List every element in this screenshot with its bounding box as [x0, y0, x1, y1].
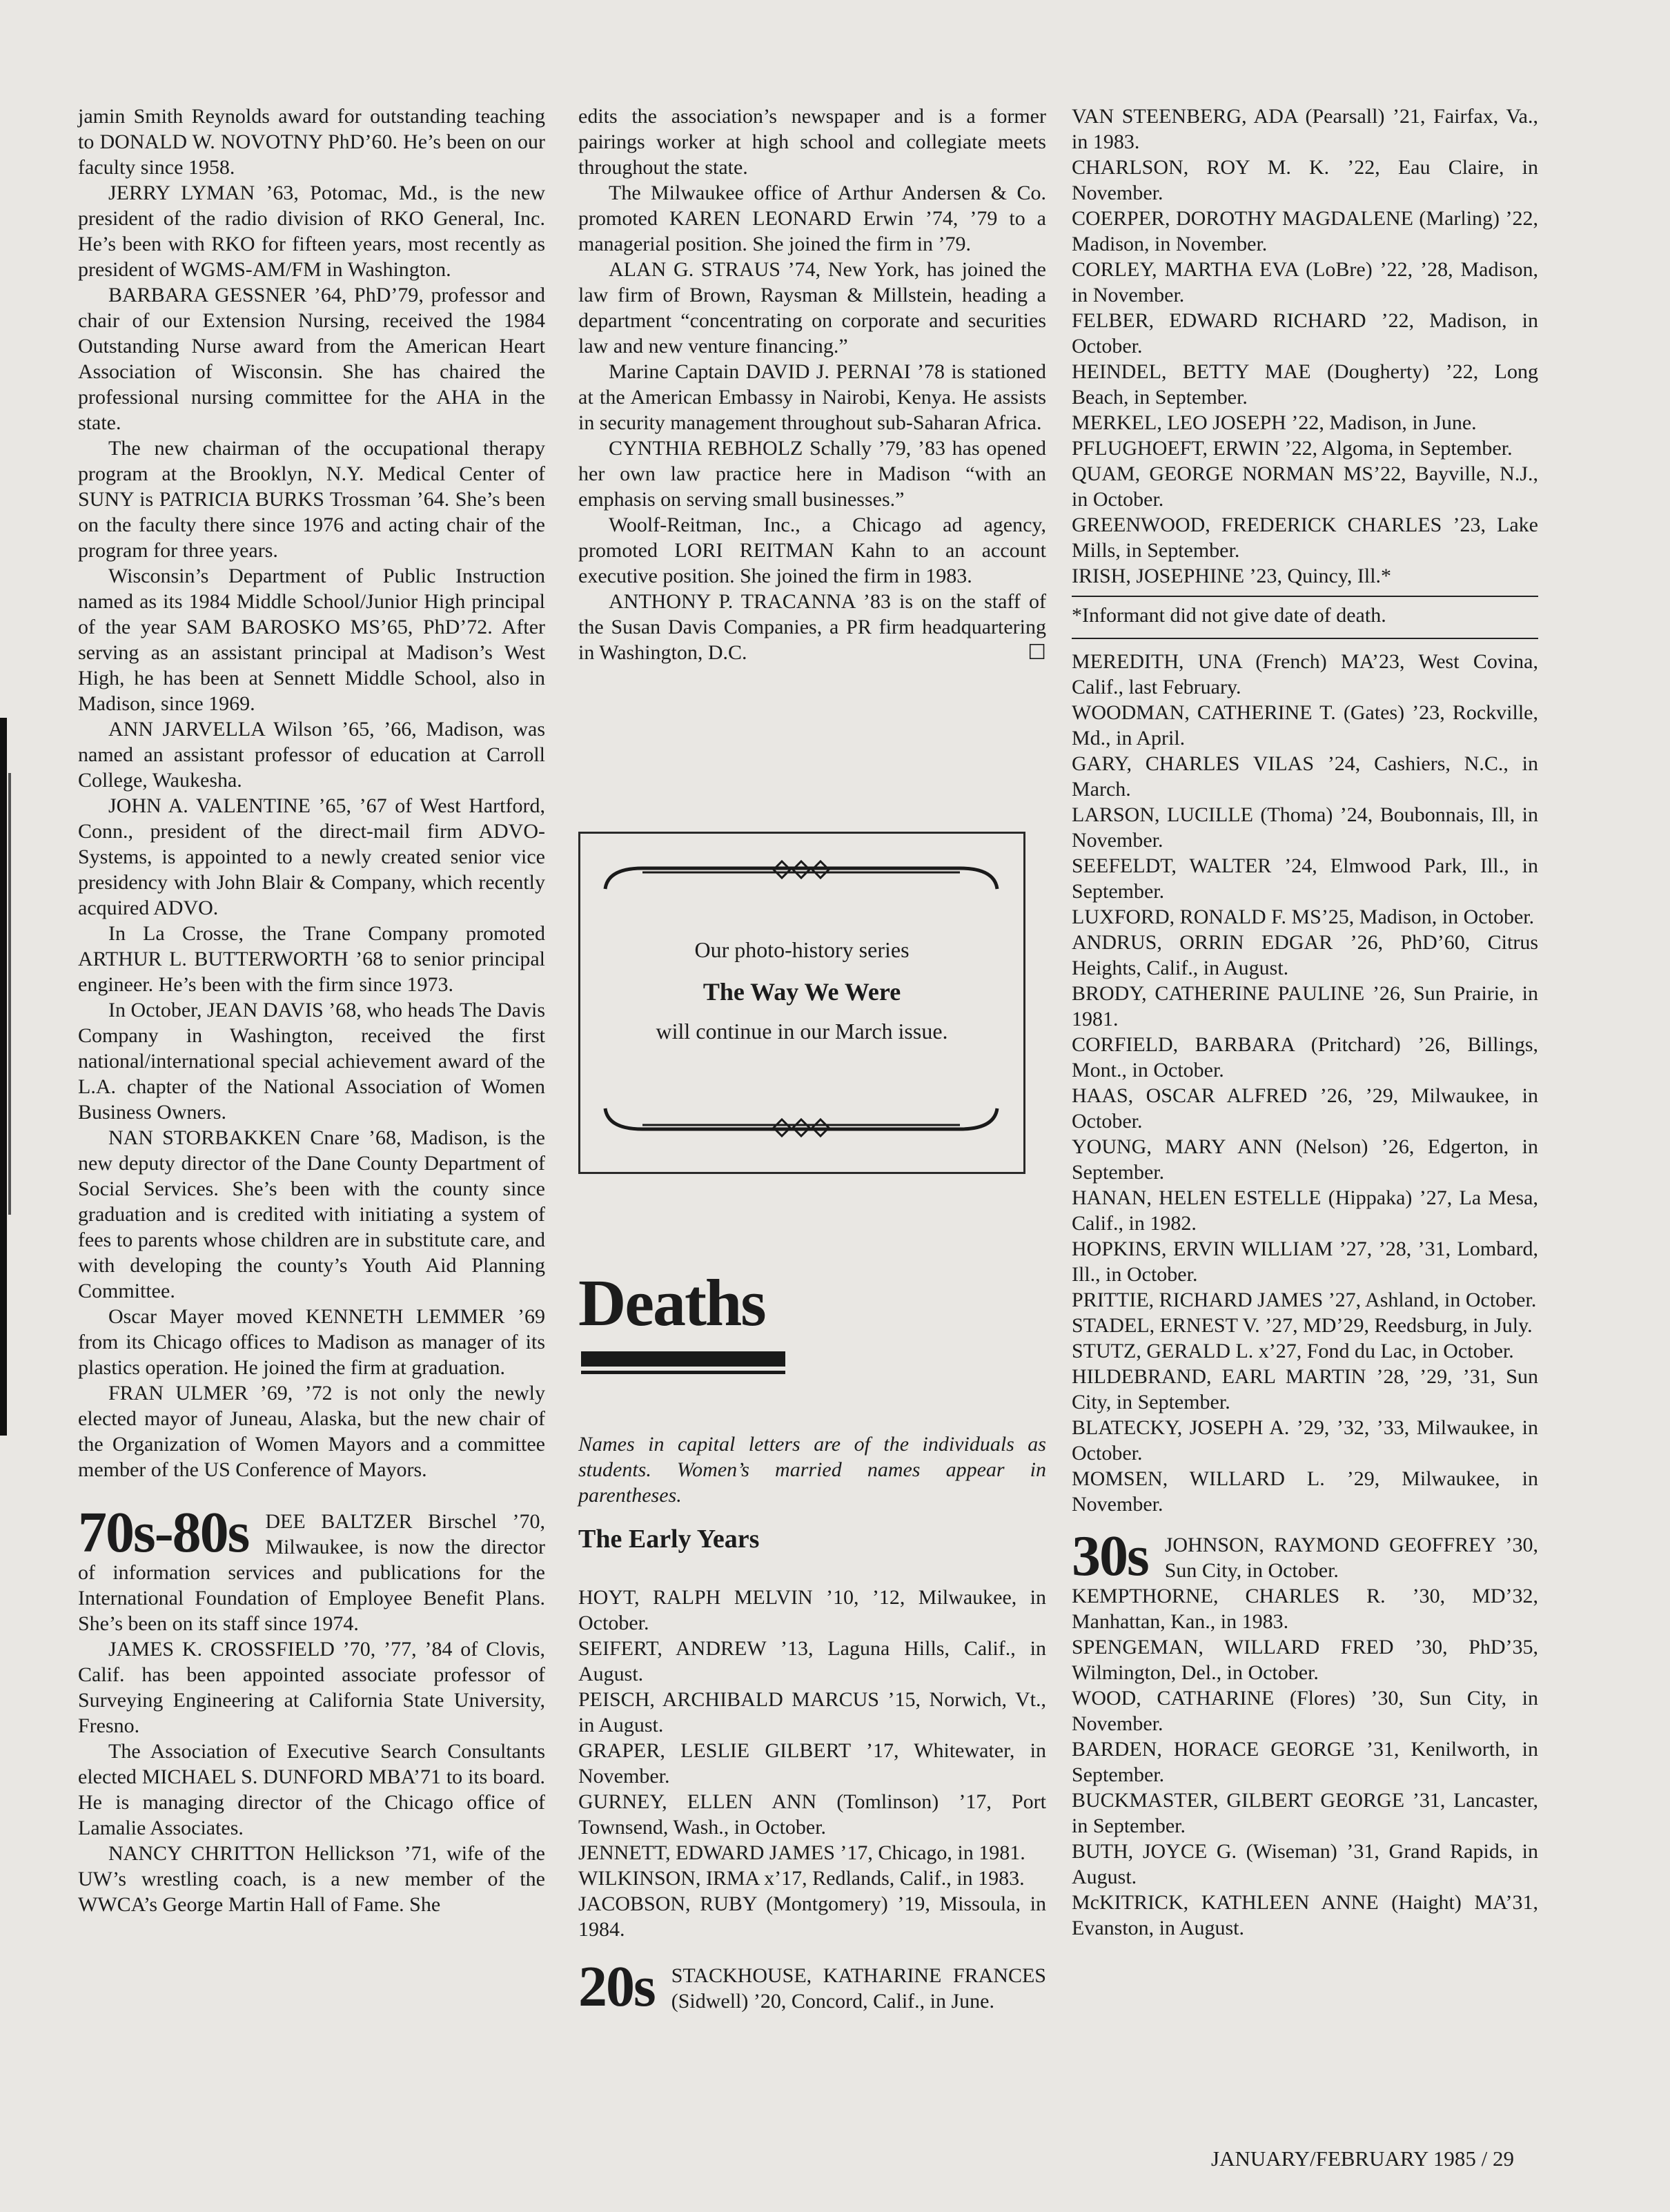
section-heading-70s-80s: 70s-80s — [78, 1500, 249, 1565]
paragraph: JOHN A. VALENTINE ’65, ’67 of West Hartford, Conn., president of the direct-mail firm ADVO-Systems, is appointed to a newly created senior vice presidency with John Blair & Company, which recently acquired ADVO. — [78, 794, 545, 919]
early-years-list — [578, 1585, 1046, 2019]
way-we-were-box — [578, 832, 1025, 1174]
list-item: YOUNG, MARY ANN (Nelson) ’26, Edgerton, in September. — [1072, 1135, 1538, 1184]
list-item: PRITTIE, RICHARD JAMES ’27, Ashland, in October. — [1072, 1289, 1537, 1311]
list-item: BLATECKY, JOSEPH A. ’29, ’32, ’33, Milwaukee, in October. — [1072, 1416, 1538, 1465]
list-item: WILKINSON, IRMA x’17, Redlands, Calif., in 1983. — [578, 1867, 1025, 1890]
column-3 — [1072, 104, 1538, 1941]
deaths-intro: Names in capital letters are of the individuals as students. Women’s married names appear in parentheses. — [578, 1433, 1046, 1507]
list-item: HEINDEL, BETTY MAE (Dougherty) ’22, Long Beach, in September. — [1072, 360, 1538, 409]
list-item: COERPER, DOROTHY MAGDALENE (Marling) ’22, Madison, in November. — [1072, 207, 1538, 255]
list-item: CORLEY, MARTHA EVA (LoBre) ’22, ’28, Madison, in November. — [1072, 258, 1538, 306]
box-title: The Way We Were — [703, 978, 901, 1006]
paragraph: jamin Smith Reynolds award for outstanding teaching to DONALD W. NOVOTNY PhD’60. He’s been on our faculty since 1958. — [78, 105, 545, 179]
box-line-1: Our photo-history series — [694, 937, 910, 962]
paragraph: In La Crosse, the Trane Company promoted ARTHUR L. BUTTERWORTH ’68 to senior principal engineer. He’s been with the firm since 1973. — [78, 922, 545, 996]
paragraph: BARBARA GESSNER ’64, PhD’79, professor and chair of our Extension Nursing, received the 1984 Outstanding Nurse award from the American Heart Association of Wisconsin. She has chaired the professional nursing committee for the AHA in the state. — [78, 284, 545, 434]
list-item: MEREDITH, UNA (French) MA’23, West Covina, Calif., last February. — [1072, 650, 1538, 698]
end-mark-icon: ☐ — [1028, 640, 1046, 665]
list-item: STADEL, ERNEST V. ’27, MD’29, Reedsburg, in July. — [1072, 1314, 1533, 1337]
paragraph: edits the association’s newspaper and is a former pairings worker at high school and collegiate meets throughout the state. — [578, 105, 1046, 179]
list-item: HAAS, OSCAR ALFRED ’26, ’29, Milwaukee, in October. — [1072, 1084, 1538, 1133]
list-item: MOMSEN, WILLARD L. ’29, Milwaukee, in November. — [1072, 1467, 1538, 1516]
paragraph: The new chairman of the occupational therapy program at the Brooklyn, N.Y. Medical Center of SUNY is PATRICIA BURKS Trossman ’64. She’s been on the faculty there since 1976 and acting chair of the program for three years. — [78, 437, 545, 562]
divider — [1072, 638, 1538, 639]
list-item: GARY, CHARLES VILAS ’24, Cashiers, N.C., in March. — [1072, 752, 1538, 801]
column-2 — [578, 104, 1046, 665]
list-item: QUAM, GEORGE NORMAN MS’22, Bayville, N.J., in October. — [1072, 462, 1538, 511]
list-item: HANAN, HELEN ESTELLE (Hippaka) ’27, La Mesa, Calif., in 1982. — [1072, 1186, 1538, 1235]
list-item: LARSON, LUCILLE (Thoma) ’24, Boubonnais, Ill, in November. — [1072, 803, 1538, 852]
list-item: VAN STEENBERG, ADA (Pearsall) ’21, Fairfax, Va., in 1983. — [1072, 105, 1538, 153]
list-item: MERKEL, LEO JOSEPH ’22, Madison, in June. — [1072, 411, 1477, 434]
paragraph: ALAN G. STRAUS ’74, New York, has joined the law firm of Brown, Raysman & Millstein, heading a department “concentrating on corporate and securities law and new venture financing.” — [578, 258, 1046, 358]
list-item: JACOBSON, RUBY (Montgomery) ’19, Missoula, in 1984. — [578, 1892, 1046, 1941]
heading-rule — [581, 1351, 785, 1367]
ornament-bottom-icon — [601, 1103, 1001, 1144]
paragraph: Wisconsin’s Department of Public Instruction named as its 1984 Middle School/Junior High principal of the year SAM BAROSKO MS’65, PhD’72. After serving as an assistant principal at Madison’s West High, he has been at Sennett Middle School, also in Madison, since 1969. — [78, 565, 545, 715]
list-item: WOODMAN, CATHERINE T. (Gates) ’23, Rockville, Md., in April. — [1072, 701, 1538, 750]
early-years-heading: The Early Years — [578, 1525, 760, 1554]
paragraph: NANCY CHRITTON Hellickson ’71, wife of the UW’s wrestling coach, is a new member of the WWCA’s George Martin Hall of Fame. She — [78, 1842, 545, 1916]
paragraph: Oscar Mayer moved KENNETH LEMMER ’69 from its Chicago offices to Madison as manager of its plastics operation. He joined the firm at graduation. — [78, 1305, 545, 1379]
list-item: KEMPTHORNE, CHARLES R. ’30, MD’32, Manhattan, Kan., in 1983. — [1072, 1585, 1538, 1633]
paragraph: The Milwaukee office of Arthur Andersen & Co. promoted KAREN LEONARD Erwin ’74, ’79 to a managerial position. She joined the firm in ’79. — [578, 182, 1046, 255]
edge-mark — [8, 773, 11, 1215]
list-item: SPENGEMAN, WILLARD FRED ’30, PhD’35, Wilmington, Del., in October. — [1072, 1636, 1538, 1684]
list-item: BUTH, JOYCE G. (Wiseman) ’31, Grand Rapids, in August. — [1072, 1840, 1538, 1888]
list-item: SEIFERT, ANDREW ’13, Laguna Hills, Calif., in August. — [578, 1637, 1046, 1685]
paragraph: Marine Captain DAVID J. PERNAI ’78 is stationed at the American Embassy in Nairobi, Kenya. He assists in security management throughout sub-Saharan Africa. — [578, 360, 1046, 434]
list-item: PEISCH, ARCHIBALD MARCUS ’15, Norwich, Vt., in August. — [578, 1688, 1046, 1736]
paragraph: In October, JEAN DAVIS ’68, who heads The Davis Company in Washington, received the first national/international special achievement award of the L.A. chapter of the National Association of Women Business Owners. — [78, 999, 545, 1124]
page-footer: JANUARY/FEBRUARY 1985 / 29 — [1211, 2146, 1514, 2171]
list-item: BARDEN, HORACE GEORGE ’31, Kenilworth, in September. — [1072, 1738, 1538, 1786]
list-item: IRISH, JOSEPHINE ’23, Quincy, Ill.* — [1072, 565, 1392, 587]
list-item: FELBER, EDWARD RICHARD ’22, Madison, in October. — [1072, 309, 1538, 358]
list-item: LUXFORD, RONALD F. MS’25, Madison, in October. — [1072, 906, 1535, 928]
ornament-top-icon — [601, 853, 1001, 894]
list-item: STUTZ, GERALD L. x’27, Fond du Lac, in October. — [1072, 1340, 1514, 1362]
paragraph: JAMES K. CROSSFIELD ’70, ’77, ’84 of Clovis, Calif. has been appointed associate professor of Surveying Engineering at California State University, Fresno. — [78, 1638, 545, 1737]
list-item: JOHNSON, RAYMOND GEOFFREY ’30, Sun City, in October. — [1164, 1534, 1538, 1582]
paragraph: FRAN ULMER ’69, ’72 is not only the newly elected mayor of Juneau, Alaska, but the new chair of the Organization of Women Mayors and a committee member of the US Conference of Mayors. — [78, 1382, 545, 1481]
paragraph: NAN STORBAKKEN Cnare ’68, Madison, is the new deputy director of the Dane County Department of Social Services. She’s been with the county since graduation and is credited with initiating a system of fees to parents whose children are in substitute care, and with developing the county’s Youth Aid Planning Committee. — [78, 1126, 545, 1302]
list-item: BUCKMASTER, GILBERT GEORGE ’31, Lancaster, in September. — [1072, 1789, 1538, 1837]
divider — [1072, 596, 1538, 597]
list-item: CORFIELD, BARBARA (Pritchard) ’26, Billings, Mont., in October. — [1072, 1033, 1538, 1081]
paragraph — [578, 589, 1046, 665]
list-item: HOPKINS, ERVIN WILLIAM ’27, ’28, ’31, Lombard, Ill., in October. — [1072, 1237, 1538, 1286]
paragraph-text: ANTHONY P. TRACANNA ’83 is on the staff of the Susan Davis Companies, a PR firm headquartering in Washington, D.C. — [578, 590, 1046, 664]
list-item: GURNEY, ELLEN ANN (Tomlinson) ’17, Port Townsend, Wash., in October. — [578, 1790, 1046, 1839]
list-item: McKITRICK, KATHLEEN ANNE (Haight) MA’31, Evanston, in August. — [1072, 1891, 1538, 1939]
section-heading-30s: 30s — [1072, 1524, 1148, 1588]
list-item: SEEFELDT, WALTER ’24, Elmwood Park, Ill., in September. — [1072, 854, 1538, 903]
list-item: WOOD, CATHARINE (Flores) ’30, Sun City, in November. — [1072, 1687, 1538, 1735]
list-item: PFLUGHOEFT, ERWIN ’22, Algoma, in September. — [1072, 437, 1513, 460]
paragraph: The Association of Executive Search Consultants elected MICHAEL S. DUNFORD MBA’71 to its board. He is managing director of the Chicago office of Lamalie Associates. — [78, 1740, 545, 1839]
box-line-3: will continue in our March issue. — [656, 1019, 948, 1044]
deaths-heading: Deaths — [578, 1266, 765, 1340]
paragraph: ANN JARVELLA Wilson ’65, ’66, Madison, was named an assistant professor of education at Carroll College, Waukesha. — [78, 718, 545, 792]
paragraph: CYNTHIA REBHOLZ Schally ’79, ’83 has opened her own law practice here in Madison “with an emphasis on serving small businesses.” — [578, 437, 1046, 511]
list-item: ANDRUS, ORRIN EDGAR ’26, PhD’60, Citrus Heights, Calif., in August. — [1072, 931, 1538, 979]
list-item: BRODY, CATHERINE PAULINE ’26, Sun Prairie, in 1981. — [1072, 982, 1538, 1030]
edge-mark — [0, 718, 7, 1436]
list-item: GRAPER, LESLIE GILBERT ’17, Whitewater, in November. — [578, 1739, 1046, 1788]
list-item: JENNETT, EDWARD JAMES ’17, Chicago, in 1981. — [578, 1841, 1025, 1864]
footnote: *Informant did not give date of death. — [1072, 604, 1386, 627]
paragraph: Woolf-Reitman, Inc., a Chicago ad agency, promoted LORI REITMAN Kahn to an account executive position. She joined the firm in 1983. — [578, 513, 1046, 587]
list-item: HILDEBRAND, EARL MARTIN ’28, ’29, ’31, Sun City, in September. — [1072, 1365, 1538, 1413]
list-item: CHARLSON, ROY M. K. ’22, Eau Claire, in November. — [1072, 156, 1538, 204]
paragraph: DEE BALTZER Birschel ’70, Milwaukee, is now the director of information services and publications for the International Foundation of Employee Benefit Plans. She’s been on its staff since 1974. — [78, 1510, 545, 1635]
paragraph: JERRY LYMAN ’63, Potomac, Md., is the new president of the radio division of RKO General, Inc. He’s been with RKO for fifteen years, most recently as president of WGMS-AM/FM in Washington. — [78, 182, 545, 281]
list-item: GREENWOOD, FREDERICK CHARLES ’23, Lake Mills, in September. — [1072, 513, 1538, 562]
list-item: HOYT, RALPH MELVIN ’10, ’12, Milwaukee, in October. — [578, 1586, 1046, 1634]
list-item: STACKHOUSE, KATHARINE FRANCES (Sidwell) ’20, Concord, Calif., in June. — [671, 1964, 1046, 2013]
heading-rule-thin — [581, 1371, 785, 1374]
section-heading-20s: 20s — [578, 1955, 655, 2019]
column-1 — [78, 104, 545, 1917]
